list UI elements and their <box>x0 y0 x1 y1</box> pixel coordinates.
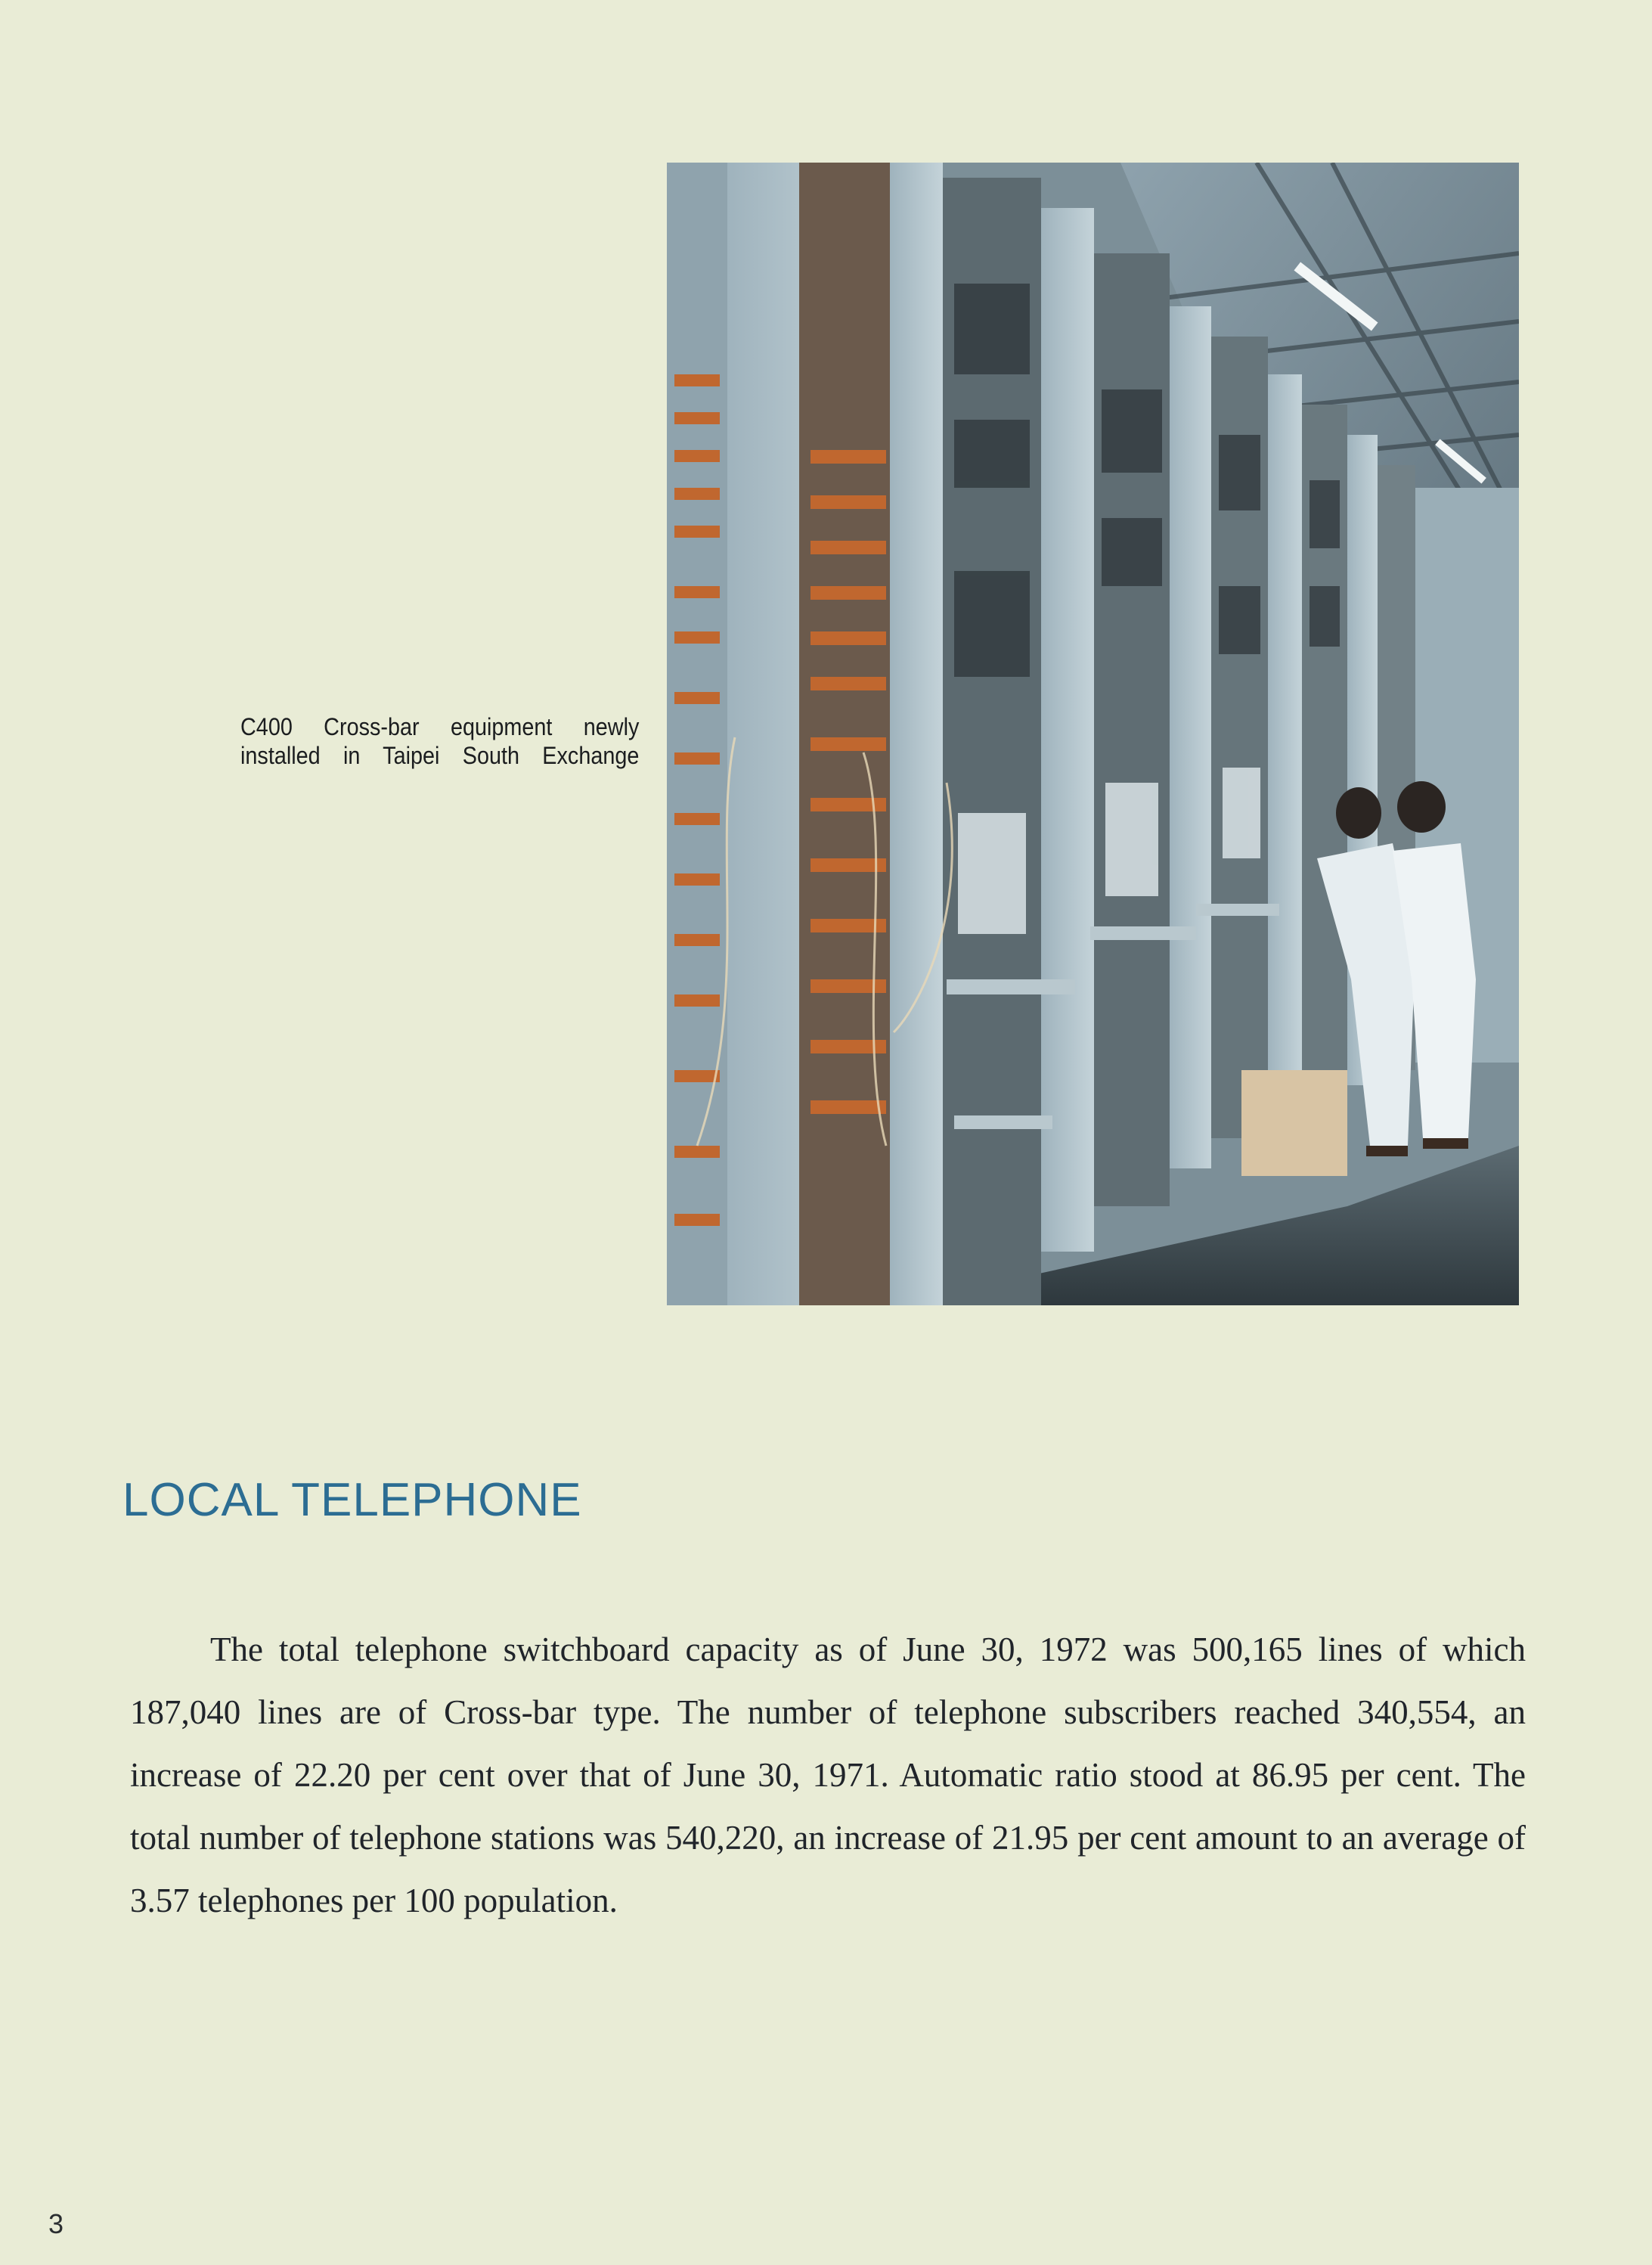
caption-line-1: C400 Cross-bar equipment newly <box>240 713 640 740</box>
caption-line-2: installed in Taipei South Exchange <box>240 742 640 769</box>
page-number: 3 <box>48 2208 64 2239</box>
section-heading: LOCAL TELEPHONE <box>122 1474 582 1526</box>
photo-caption <box>240 712 640 770</box>
crossbar-equipment-photo <box>667 163 1519 1305</box>
body-paragraph: The total telephone switchboard capacity as of June 30, 1972 was 500,165 lines of which 187,040 lines are of Cross-bar type. The number of telephone subscribers reached 340,554, an increase of 22.20 per cent over that of June 30, 1971. Automatic ratio stood at 86.95 per cent. The total number of telephone stations was 540,220, an increase of 21.95 per cent amount to an average of 3.57 telephones per 100 population. <box>130 1630 1526 1919</box>
photo-crossbar-equipment-icon <box>667 163 1519 1305</box>
